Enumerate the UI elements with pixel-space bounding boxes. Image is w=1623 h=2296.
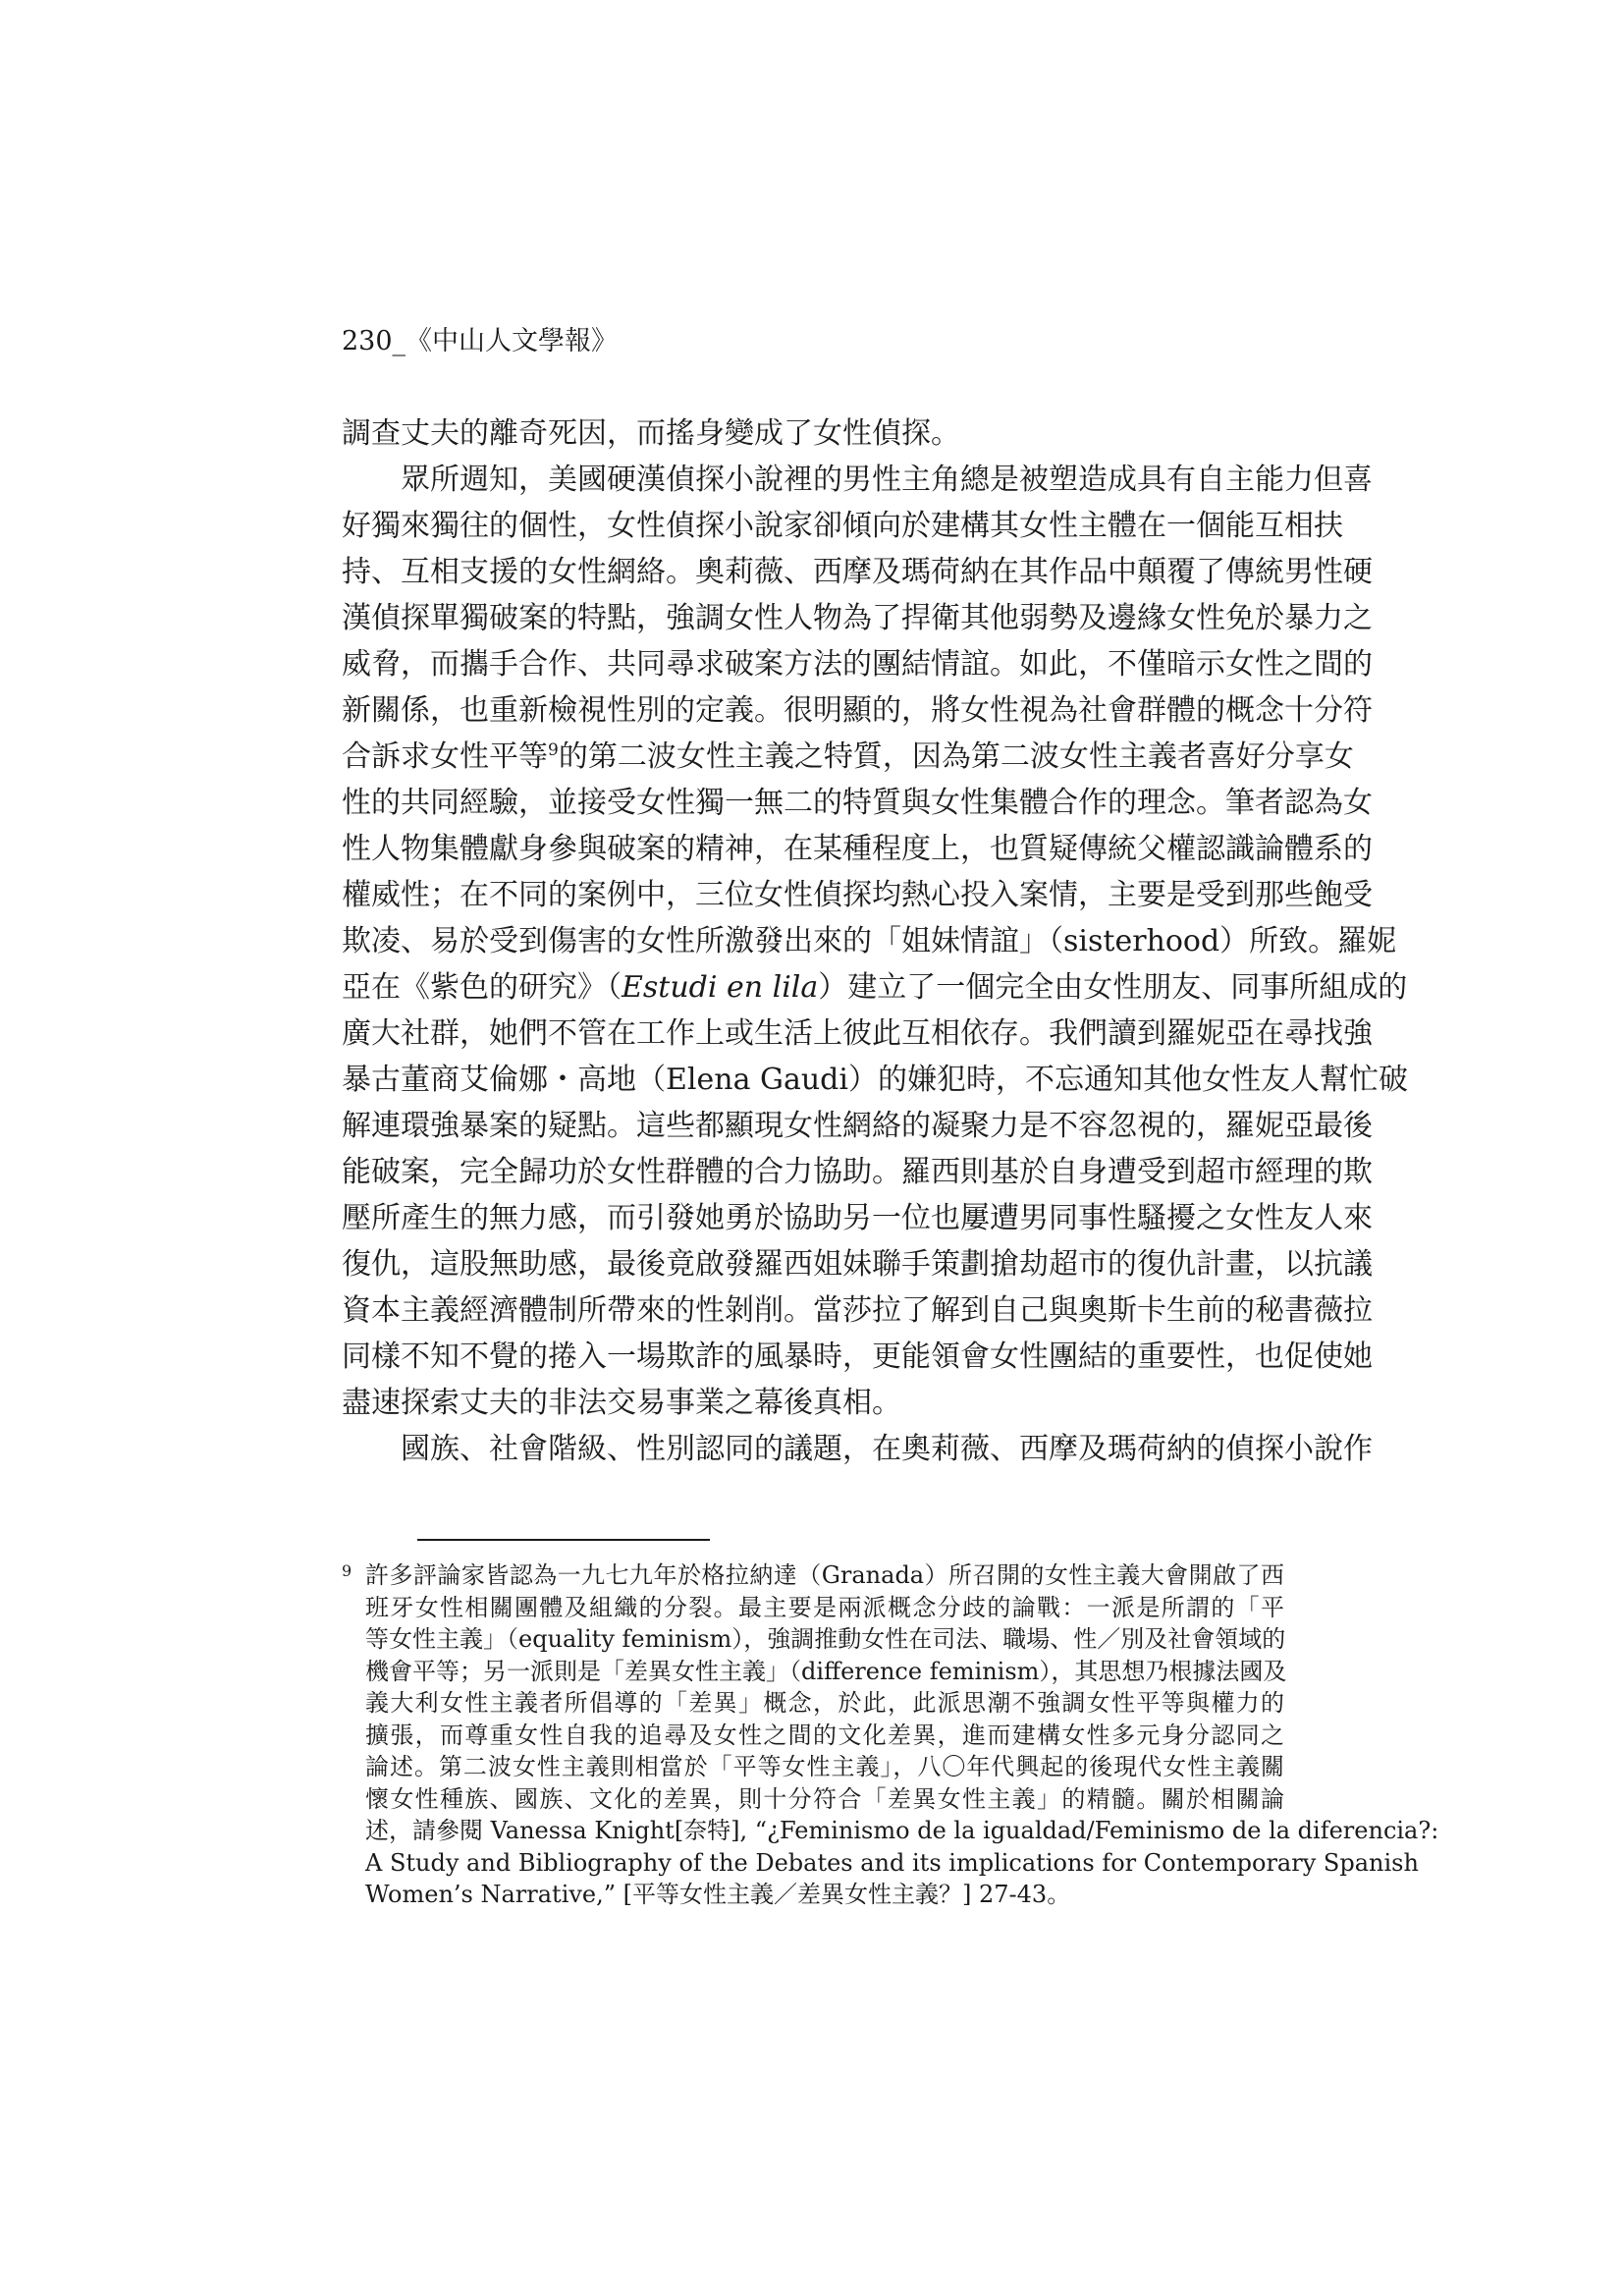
- body-line: 廣大社群，她們不管在工作上或生活上彼此互相依存。我們讀到羅妮亞在尋找強: [342, 1016, 1373, 1051]
- body-paragraph-start: 國族、社會階級、性別認同的議題，在奧莉薇、西摩及瑪荷納的偵探小說作: [401, 1432, 1373, 1466]
- body-line: 權威性；在不同的案例中，三位女性偵探均熱心投入案情，主要是受到那些飽受: [342, 878, 1373, 912]
- footnote-line: 述，請參閱 Vanessa Knight[奈特], “¿Feminismo de la igualdad/Feminismo de la diferencia?:: [365, 1817, 1439, 1844]
- footnote-line: A Study and Bibliography of the Debates and its implications for Contemporary Spanish: [365, 1848, 1419, 1877]
- footnote-line: 論述。第二波女性主義則相當於「平等女性主義」，八〇年代興起的後現代女性主義關: [365, 1753, 1284, 1780]
- body-line: 盡速探索丈夫的非法交易事業之幕後真相。: [342, 1386, 901, 1420]
- body-line: 性的共同經驗，並接受女性獨一無二的特質與女性集體合作的理念。筆者認為女: [342, 786, 1373, 820]
- footnote-number: 9: [342, 1561, 352, 1580]
- footnote-line: 擴張，而尊重女性自我的追尋及女性之間的文化差異，進而建構女性多元身分認同之: [365, 1721, 1284, 1749]
- body-text-segment: 亞在《紫色的研究》（: [342, 970, 622, 1005]
- body-line: 能破案，完全歸功於女性群體的合力協助。羅西則基於自身遭受到超市經理的欺: [342, 1155, 1373, 1189]
- footnote-line: 班牙女性相關團體及組織的分裂。最主要是兩派概念分歧的論戰：一派是所謂的「平: [365, 1593, 1284, 1621]
- footnote-block: [342, 1559, 1439, 1911]
- header-separator: _: [392, 326, 406, 356]
- footnote-line: 機會平等；另一派則是「差異女性主義」（difference feminism），其思想乃根據法國及: [365, 1657, 1287, 1685]
- footnote-line: 等女性主義」（equality feminism），強調推動女性在司法、職場、性／別及社會領域的: [365, 1625, 1286, 1653]
- footnote-line: 義大利女性主義者所倡導的「差異」概念，於此，此派思潮不強調女性平等與權力的: [365, 1689, 1284, 1717]
- work-title-italic: Estudi en lila: [622, 970, 819, 1005]
- body-line: 好獨來獨往的個性，女性偵探小說家卻傾向於建構其女性主體在一個能互相扶: [342, 509, 1343, 543]
- page-number: 230: [342, 326, 393, 356]
- footnote-divider: [417, 1539, 710, 1541]
- footnote-line: 懷女性種族、國族、文化的差異，則十分符合「差異女性主義」的精髓。關於相關論: [365, 1784, 1284, 1813]
- body-line: 資本主義經濟體制所帶來的性剝削。當莎拉了解到自己與奧斯卡生前的秘書薇拉: [342, 1293, 1373, 1328]
- body-line: 復仇，這股無助感，最後竟啟發羅西姐妹聯手策劃搶劫超市的復仇計畫，以抗議: [342, 1247, 1373, 1282]
- body-text-segment: 的第二波女性主義之特質，因為第二波女性主義者喜好分享女: [558, 739, 1354, 774]
- footnote-reference[interactable]: 9: [548, 740, 559, 760]
- body-text-segment: ）建立了一個完全由女性朋友、同事所組成的: [818, 970, 1408, 1005]
- running-header: [342, 322, 618, 361]
- body-line: 解連環強暴案的疑點。這些都顯現女性網絡的凝聚力是不容忽視的，羅妮亞最後: [342, 1109, 1373, 1143]
- body-text: [342, 410, 1408, 1472]
- body-line-with-footnote-ref: [342, 734, 1354, 780]
- body-line: 暴古董商艾倫娜・高地（Elena Gaudi）的嫌犯時，不忘通知其他女性友人幫忙破: [342, 1063, 1408, 1097]
- body-line: 性人物集體獻身參與破案的精神，在某種程度上，也質疑傳統父權認識論體系的: [342, 832, 1373, 866]
- body-line: 新關係，也重新檢視性別的定義。很明顯的，將女性視為社會群體的概念十分符: [342, 693, 1373, 728]
- body-paragraph-start: 眾所週知，美國硬漢偵探小說裡的男性主角總是被塑造成具有自主能力但喜: [401, 463, 1373, 497]
- body-line: 調查丈夫的離奇死因，而搖身變成了女性偵探。: [342, 416, 960, 451]
- body-line: 壓所產生的無力感，而引發她勇於協助另一位也屢遭男同事性騷擾之女性友人來: [342, 1201, 1373, 1235]
- footnote-line: 許多評論家皆認為一九七九年於格拉納達（Granada）所召開的女性主義大會開啟了西: [365, 1561, 1284, 1589]
- body-line-with-title: [342, 964, 1408, 1011]
- body-line: 同樣不知不覺的捲入一場欺詐的風暴時，更能領會女性團結的重要性，也促使她: [342, 1339, 1373, 1374]
- body-line: 漢偵探單獨破案的特點，強調女性人物為了捍衛其他弱勢及邊緣女性免於暴力之: [342, 601, 1373, 635]
- journal-title: 《中山人文學報》: [406, 326, 619, 356]
- body-line: 欺凌、易於受到傷害的女性所激發出來的「姐妹情誼」（sisterhood）所致。羅妮: [342, 924, 1397, 958]
- body-line: 持、互相支援的女性網絡。奧莉薇、西摩及瑪荷納在其作品中顛覆了傳統男性硬: [342, 555, 1373, 589]
- footnote-line: Women’s Narrative,” [平等女性主義／差異女性主義？] 27-43。: [365, 1881, 1071, 1908]
- body-line: 威脅，而攜手合作、共同尋求破案方法的團結情誼。如此，不僅暗示女性之間的: [342, 647, 1373, 682]
- body-text-segment: 合訴求女性平等: [342, 739, 548, 774]
